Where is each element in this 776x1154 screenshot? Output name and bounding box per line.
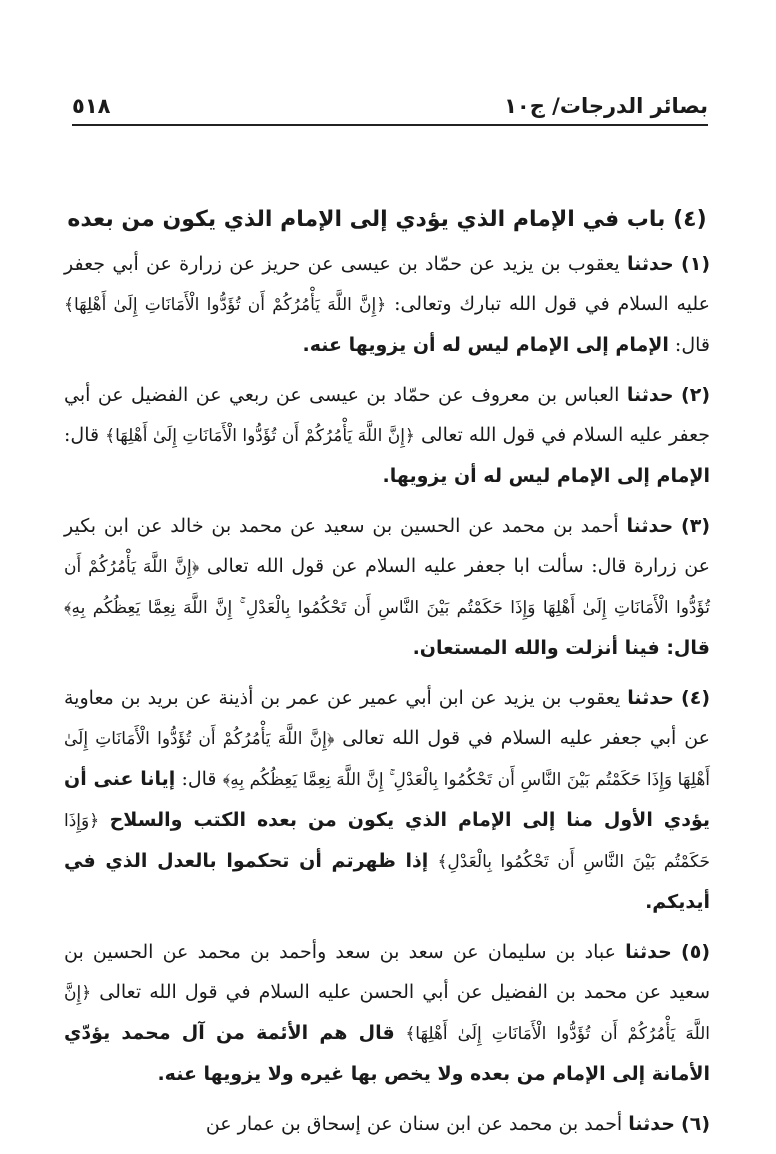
qala-text: قال: [181,768,217,790]
isnad-text: عباد بن سليمان عن سعد بن سعد وأحمد بن محمد عن الحسين بن سعيد عن محمد بن الفضيل عن أبي الحسن عليه السلام في قول الله تعالى [64,941,711,1003]
narration-keyword: حدثنا [626,253,674,275]
hadith-paragraph-2 [64,375,710,496]
isnad-text: يعقوب بن يزيد عن حمّاد بن عيسى عن حريز عن زرارة عن أبي جعفر عليه السلام في قول الله تبارك وتعالى: [64,253,710,315]
quran-verse: ﴿إِنَّ اللَّهَ يَأْمُرُكُمْ أَن تُؤَدُّوا الْأَمَانَاتِ إِلَىٰ أَهْلِهَا وَإِذَا حَكَمْتُم بَيْنَ النَّاسِ أَن تَحْكُمُوا بِالْعَدْلِ ۚ إِنَّ اللَّهَ نِعِمَّا يَعِظُكُم بِهِ﴾ [64,729,711,790]
quran-verse-2: ﴿وَإِذَا حَكَمْتُم بَيْنَ النَّاسِ أَن تَحْكُمُوا بِالْعَدْلِ﴾ [64,811,710,872]
hadith-number: (٢) [681,384,711,406]
hadith-number: (١) [681,253,710,275]
matn-text: الإمام إلى الإمام ليس له أن يزويها عنه. [302,334,669,356]
narration-keyword: حدثنا [626,384,674,406]
matn-text: الإمام إلى الإمام ليس له أن يزويها. [382,465,710,487]
narration-keyword: حدثنا [626,515,674,537]
hadith-number: (٤) [681,687,710,709]
hadith-paragraph-5 [64,932,710,1094]
page-number: ٥١٨ [72,94,111,118]
hadith-number: (٦) [681,1113,710,1135]
running-header [72,78,708,126]
qala-text: قال: [64,424,100,446]
narration-keyword: حدثنا [628,1113,675,1135]
isnad-text: أحمد بن محمد عن ابن سنان عن إسحاق بن عمار عن [205,1113,623,1135]
isnad-text: أحمد بن محمد عن الحسين بن سعيد عن محمد بن خالد عن ابن بكير عن زرارة قال: سألت ابا جعفر عليه السلام عن قول الله تعالى [64,515,711,577]
matn-text-2: إذا ظهرتم أن تحكموا بالعدل الذي في أيديكم. [64,850,710,913]
hadith-paragraph-6 [64,1104,710,1144]
matn-text: قال هم الأئمة من آل محمد يؤدّي الأمانة إلى الإمام من بعده ولا يخص بها غيره ولا يزويها عنه. [64,1022,710,1085]
quran-verse: ﴿إِنَّ اللَّهَ يَأْمُرُكُمْ أَن تُؤَدُّوا الْأَمَانَاتِ إِلَىٰ أَهْلِهَا﴾ [64,983,710,1044]
hadith-paragraph-1 [64,244,710,365]
hadith-paragraph-4 [64,678,710,922]
quran-verse: ﴿إِنَّ اللَّهَ يَأْمُرُكُمْ أَن تُؤَدُّوا الْأَمَانَاتِ إِلَىٰ أَهْلِهَا وَإِذَا حَكَمْتُم بَيْنَ النَّاسِ أَن تَحْكُمُوا بِالْعَدْلِ ۚ إِنَّ اللَّهَ نِعِمَّا يَعِظُكُم بِهِ﴾ [64,557,710,618]
matn-text: إيانا عنى أن يؤدي الأول منا إلى الإمام الذي يكون من بعده الكتب والسلاح [64,768,711,831]
isnad-text: العباس بن معروف عن حمّاد بن عيسى عن ربعي عن الفضيل عن أبي جعفر عليه السلام في قول الله تعالى [64,384,710,446]
narration-keyword: حدثنا [627,687,674,709]
page-body [64,200,710,1154]
qala-text: قال: [674,334,710,356]
hadith-number: (٣) [681,515,711,537]
matn-text: قال: فينا أنزلت والله المستعان. [412,637,710,659]
isnad-text: يعقوب بن يزيد عن ابن أبي عمير عن عمر بن أذينة عن بريد بن معاوية عن أبي جعفر عليه السلام في قول الله تعالى [64,687,710,749]
book-title: بصائر الدرجات/ ج١٠ [504,94,708,118]
narration-keyword: حدثنا [625,941,672,963]
hadith-paragraph-3 [64,506,710,668]
quran-verse: ﴿إِنَّ اللَّهَ يَأْمُرُكُمْ أَن تُؤَدُّوا الْأَمَانَاتِ إِلَىٰ أَهْلِهَا﴾ [105,426,415,446]
hadith-number: (٥) [681,941,710,963]
quran-verse: ﴿إِنَّ اللَّهَ يَأْمُرُكُمْ أَن تُؤَدُّوا الْأَمَانَاتِ إِلَىٰ أَهْلِهَا﴾ [64,295,387,315]
chapter-heading: (٤) باب في الإمام الذي يؤدي إلى الإمام الذي يكون من بعده [67,207,707,232]
